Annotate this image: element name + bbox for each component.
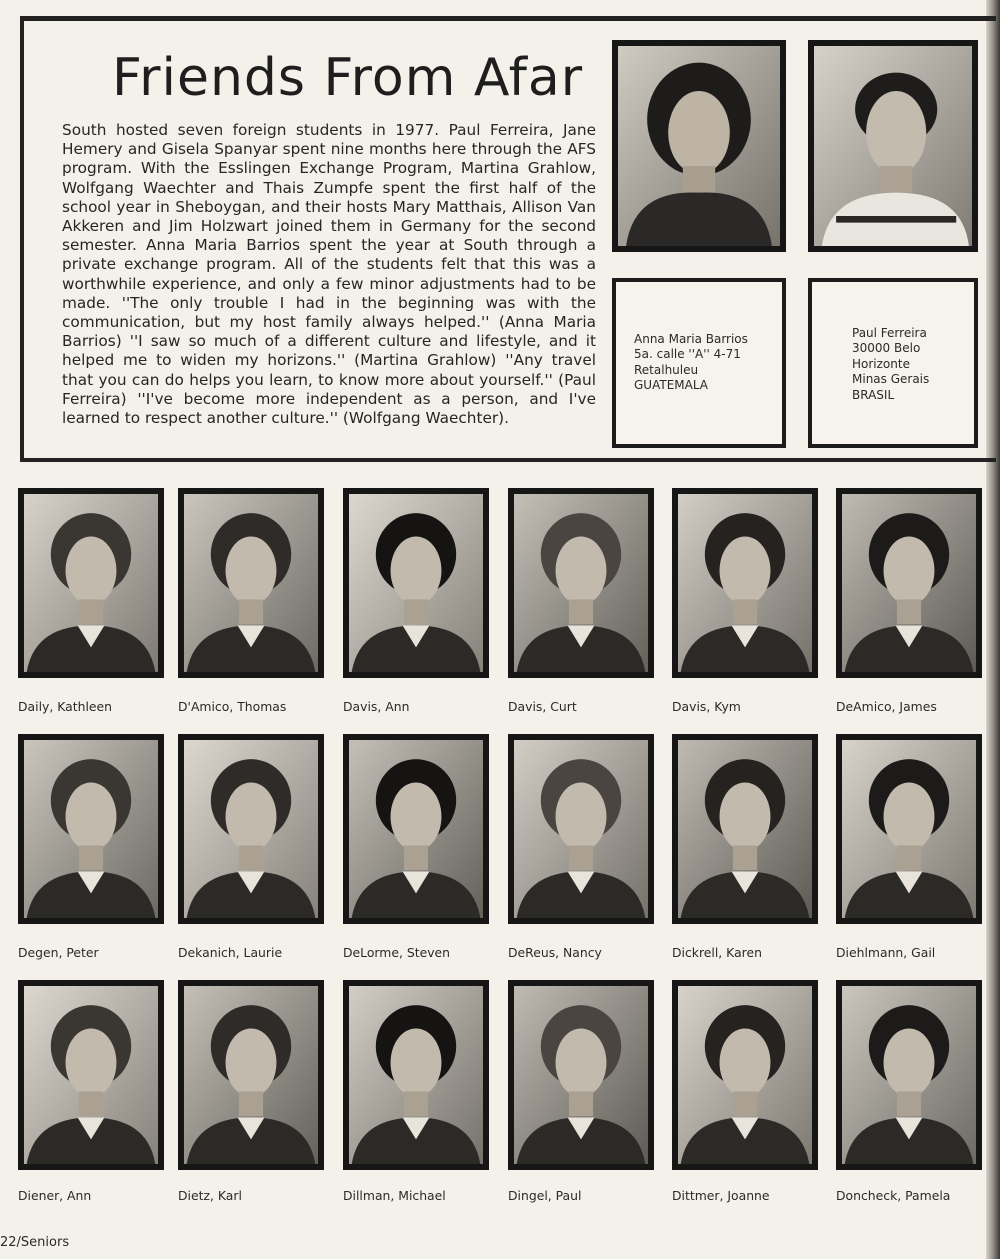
- portrait-image: [514, 494, 648, 672]
- portrait-image: [514, 986, 648, 1164]
- senior-name-label: Dickrell, Karen: [672, 945, 762, 960]
- senior-portrait: [672, 488, 818, 678]
- portrait-image: [514, 740, 648, 918]
- senior-name-label: Degen, Peter: [18, 945, 99, 960]
- senior-name-label: Davis, Curt: [508, 699, 577, 714]
- senior-portrait: [836, 488, 982, 678]
- senior-name-label: DeLorme, Steven: [343, 945, 451, 960]
- senior-portrait: [343, 980, 489, 1170]
- portrait-image: [678, 986, 812, 1164]
- portrait-image: [618, 46, 780, 246]
- portrait-image: [349, 740, 483, 918]
- senior-portrait: [18, 488, 164, 678]
- portrait-image: [678, 740, 812, 918]
- senior-name-label: DeReus, Nancy: [508, 945, 602, 960]
- senior-name-label: Dekanich, Laurie: [178, 945, 283, 960]
- senior-name-label: D'Amico, Thomas: [178, 699, 287, 714]
- portrait-image: [814, 46, 972, 246]
- senior-name-label: DeAmico, James: [836, 699, 937, 714]
- senior-portrait: [178, 734, 324, 924]
- address-card-ferreira: [808, 278, 978, 448]
- exchange-photo-ferreira: [808, 40, 978, 252]
- portrait-image: [349, 986, 483, 1164]
- senior-portrait: [836, 980, 982, 1170]
- portrait-image: [184, 986, 318, 1164]
- portrait-image: [842, 494, 976, 672]
- senior-name-label: Dillman, Michael: [343, 1188, 446, 1203]
- senior-name-label: Diener, Ann: [18, 1188, 92, 1203]
- feature-article-text: South hosted seven foreign students in 1977. Paul Ferreira, Jane Hemery and Gisela Spanyar spent nine months here through the AFS program. With the Esslingen Exchange Program, Martina Grahlow, Wolfgang Waechter and Thais Zumpfe spent the first half of the school year in Sheboygan, and their hosts Mary Matthais, Allison Van Akkeren and Jim Holzwart joined them in Germany for the second semester. Anna Maria Barrios spent the year at South through a private exchange program. All of the students felt that this was a worthwhile experience, and only a few minor adjustments had to be made. ''The only trouble I had in the beginning was with the communication, but my host family always helped.'' (Anna Maria Barrios) ''I saw so much of a different culture and lifestyle, and it helped me to widen my horizons.'' (Martina Grahlow) ''Any travel that you can do helps you learn, to know more about yourself.'' (Paul Ferreira) ''I've become more independent as a person, and I've learned to respect another culture.'' (Wolfgang Waechter).: [62, 121, 596, 428]
- senior-portrait: [508, 980, 654, 1170]
- page-folio: 22/Seniors: [0, 1235, 70, 1250]
- senior-portrait: [343, 734, 489, 924]
- senior-name-label: Davis, Ann: [343, 699, 410, 714]
- senior-portrait: [672, 980, 818, 1170]
- senior-portrait: [178, 980, 324, 1170]
- senior-portrait: [343, 488, 489, 678]
- portrait-image: [349, 494, 483, 672]
- portrait-image: [184, 740, 318, 918]
- portrait-image: [24, 740, 158, 918]
- senior-name-label: Diehlmann, Gail: [836, 945, 936, 960]
- address-text: Paul Ferreira 30000 Belo Horizonte Minas Gerais BRASIL: [852, 326, 930, 402]
- senior-portrait: [836, 734, 982, 924]
- senior-name-label: Dietz, Karl: [178, 1188, 242, 1203]
- senior-name-label: Doncheck, Pamela: [836, 1188, 951, 1203]
- senior-name-label: Dingel, Paul: [508, 1188, 582, 1203]
- senior-name-label: Davis, Kym: [672, 699, 741, 714]
- senior-portrait: [672, 734, 818, 924]
- portrait-image: [842, 986, 976, 1164]
- senior-portrait: [18, 734, 164, 924]
- senior-name-label: Dittmer, Joanne: [672, 1188, 770, 1203]
- senior-name-label: Daily, Kathleen: [18, 699, 112, 714]
- senior-portrait: [178, 488, 324, 678]
- senior-portrait: [508, 734, 654, 924]
- address-card-barrios: [612, 278, 786, 448]
- portrait-image: [678, 494, 812, 672]
- senior-portrait: [18, 980, 164, 1170]
- address-text: Anna Maria Barrios 5a. calle ''A'' 4-71 Retalhuleu GUATEMALA: [634, 332, 748, 393]
- portrait-image: [184, 494, 318, 672]
- portrait-image: [842, 740, 976, 918]
- exchange-photo-barrios: [612, 40, 786, 252]
- portrait-image: [24, 986, 158, 1164]
- feature-title: Friends From Afar: [112, 48, 584, 108]
- senior-portrait: [508, 488, 654, 678]
- portrait-image: [24, 494, 158, 672]
